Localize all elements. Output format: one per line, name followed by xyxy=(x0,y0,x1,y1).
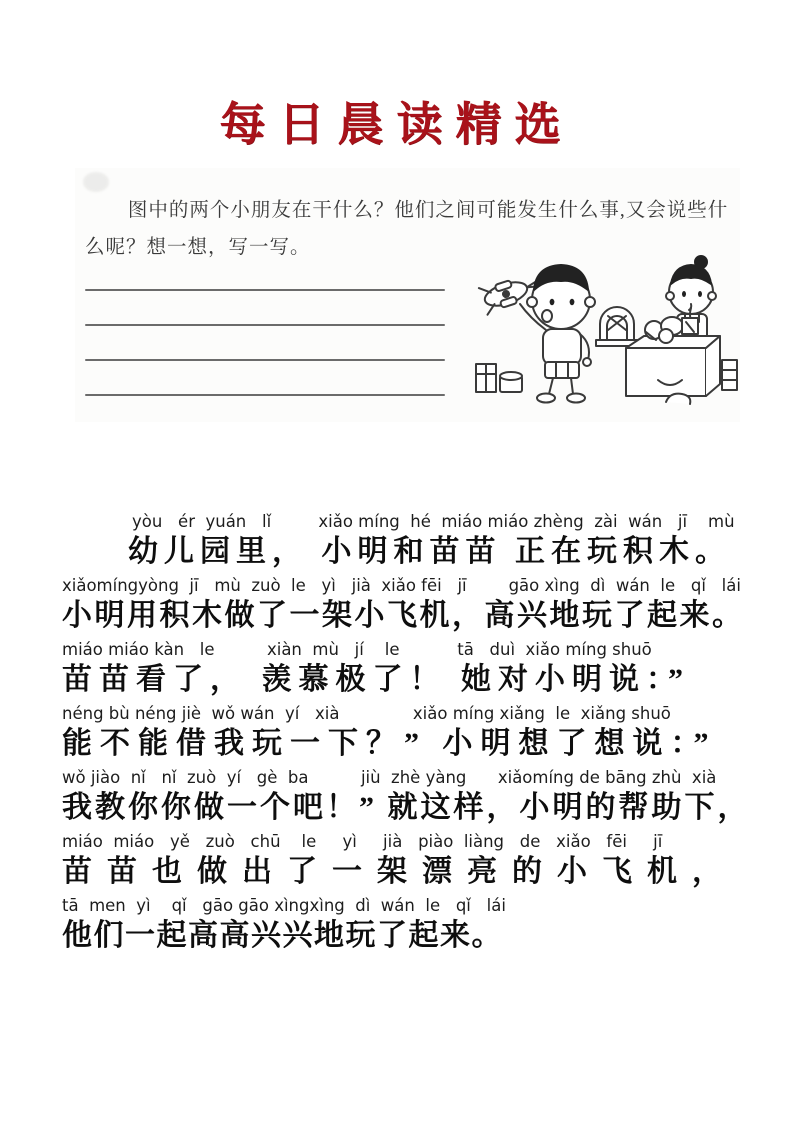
scattered-blocks-icon xyxy=(476,364,522,392)
hanzi-text: 能不能借我玩一下？” 小明想了想说：” xyxy=(62,727,717,760)
pinyin-text: miáo miáo yě zuò chū le yì jià piào liàng de xiǎo fēi jī xyxy=(62,832,663,851)
pinyin-text: miáo miáo kàn le xiàn mù jí le tā duì xiǎo míng shuō xyxy=(62,640,652,659)
hanzi-text: 幼儿园里， 小明和苗苗 正在玩积木。 xyxy=(128,535,731,568)
writing-line xyxy=(85,394,445,396)
pinyin-text: néng bù néng jiè wǒ wán yí xià xiǎo míng xiǎng le xiǎng shuō xyxy=(62,704,671,723)
hanzi-text: 苗苗看了， 羡慕极了！ 她对小明说：” xyxy=(62,663,690,696)
prompt-line-2: 么呢？想一想，写一写。 xyxy=(85,237,311,258)
worksheet-scan-block xyxy=(75,168,740,422)
page-title: 每日晨读精选 xyxy=(219,99,574,150)
writing-line xyxy=(85,359,445,361)
writing-line xyxy=(85,289,445,291)
scan-smudge xyxy=(83,172,109,192)
writing-line xyxy=(85,324,445,326)
hanzi-text: 小明用积木做了一架小飞机，高兴地玩了起来。 xyxy=(62,599,745,632)
prompt-line-1: 图中的两个小朋友在干什么？他们之间可能发生什么事,又会说些什 xyxy=(127,200,729,221)
pinyin-text: wǒ jiào nǐ nǐ zuò yí gè ba jiù zhè yàng xiǎomíng de bāng zhù xià xyxy=(62,768,717,787)
hanzi-text: 苗苗也做出了一架漂亮的小飞机， xyxy=(62,855,737,888)
arch-blocks-icon xyxy=(596,307,638,346)
reading-passage xyxy=(62,512,762,960)
children-playing-blocks-illustration xyxy=(458,252,744,410)
hanzi-text: 我教你你做一个吧！” 就这样，小明的帮助下， xyxy=(62,791,751,824)
passage-line xyxy=(62,832,762,891)
pinyin-text: tā men yì qǐ gāo gāo xìngxìng dì wán le qǐ lái xyxy=(62,896,506,915)
passage-line xyxy=(62,576,762,635)
pinyin-text: xiǎomíngyòng jī mù zuò le yì jià xiǎo fēi jī gāo xìng dì wán le qǐ lái xyxy=(62,576,741,595)
pinyin-text: yòu ér yuán lǐ xiǎo míng hé miáo miáo zhèng zài wán jī mù xyxy=(132,512,735,531)
passage-line xyxy=(62,768,762,827)
passage-line xyxy=(62,640,762,699)
passage-line xyxy=(62,512,762,571)
hanzi-text: 他们一起高高兴兴地玩了起来。 xyxy=(62,919,503,952)
passage-line xyxy=(62,896,762,955)
passage-line xyxy=(62,704,762,763)
